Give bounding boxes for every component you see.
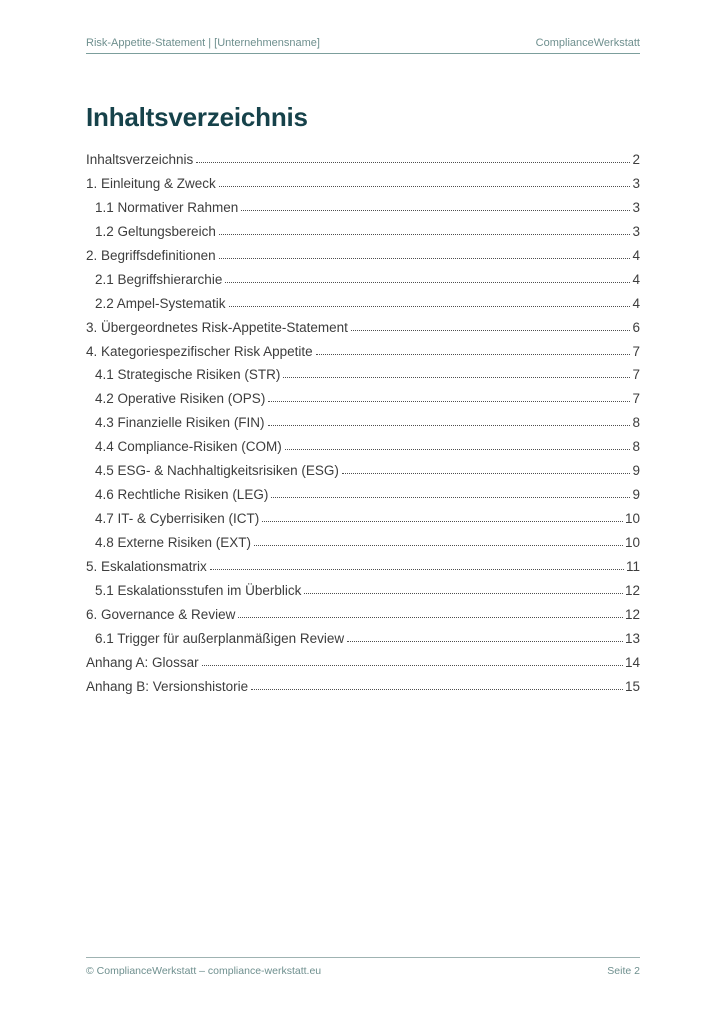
toc-entry-label: 4.1 Strategische Risiken (STR)	[95, 367, 281, 383]
toc-dot-leader	[347, 641, 623, 642]
toc-entry-label: 4.3 Finanzielle Risiken (FIN)	[95, 415, 265, 431]
toc-entry-label: Anhang B: Versionshistorie	[86, 678, 249, 694]
toc-entry-page: 11	[625, 558, 640, 574]
toc-entry-label: 5.1 Eskalationsstufen im Überblick	[95, 582, 302, 598]
toc-dot-leader	[251, 689, 623, 690]
toc-dot-leader	[304, 593, 623, 594]
toc-dot-leader	[268, 425, 631, 426]
toc-entry-label: 4.5 ESG- & Nachhaltigkeitsrisiken (ESG)	[95, 463, 339, 479]
toc-entry-label: 2.2 Ampel-Systematik	[95, 295, 226, 311]
toc-dot-leader	[316, 354, 631, 355]
toc-entry-page: 15	[624, 678, 640, 694]
toc-dot-leader	[271, 497, 630, 498]
toc-entry[interactable]	[86, 607, 640, 631]
toc-dot-leader	[268, 401, 630, 402]
toc-entry-label: 1.1 Normativer Rahmen	[95, 199, 239, 215]
toc-entry-label: 3. Übergeordnetes Risk-Appetite-Statement	[86, 319, 348, 335]
toc-entry-label: 4.2 Operative Risiken (OPS)	[95, 391, 266, 407]
toc-entry-label: Anhang A: Glossar	[86, 654, 199, 670]
toc-entry-label: 2.1 Begriffshierarchie	[95, 271, 223, 287]
toc-entry[interactable]	[86, 439, 640, 463]
toc-entry[interactable]	[86, 583, 640, 607]
toc-entry[interactable]	[86, 320, 640, 344]
toc-entry-page: 4	[632, 247, 640, 263]
toc-entry[interactable]	[86, 559, 640, 583]
toc-entry-label: 1. Einleitung & Zweck	[86, 175, 216, 191]
toc-dot-leader	[241, 210, 630, 211]
toc-dot-leader	[254, 545, 623, 546]
toc-entry-page: 12	[624, 606, 640, 622]
toc-entry[interactable]	[86, 535, 640, 559]
toc-entry-label: 4.8 Externe Risiken (EXT)	[95, 535, 252, 550]
toc-dot-leader	[202, 665, 623, 666]
toc-entry-page: 7	[632, 367, 640, 383]
toc-dot-leader	[210, 569, 624, 570]
page-header	[86, 37, 640, 54]
toc-entry-page: 8	[632, 415, 640, 431]
toc-entry-page: 2	[632, 152, 640, 167]
toc-entry-label: 4.6 Rechtliche Risiken (LEG)	[95, 487, 269, 503]
toc-entry-label: 2. Begriffsdefinitionen	[86, 247, 216, 263]
toc-entry-label: 1.2 Geltungsbereich	[95, 223, 216, 239]
toc-list	[86, 152, 640, 703]
toc-entry[interactable]	[86, 152, 640, 176]
toc-entry-page: 6	[632, 319, 640, 335]
toc-entry[interactable]	[86, 272, 640, 296]
page-title: Inhaltsverzeichnis	[86, 102, 308, 132]
toc-entry[interactable]	[86, 511, 640, 535]
toc-entry[interactable]	[86, 463, 640, 487]
toc-entry[interactable]	[86, 296, 640, 320]
toc-dot-leader	[351, 330, 631, 331]
toc-entry-page: 3	[632, 175, 640, 191]
toc-dot-leader	[225, 282, 630, 283]
toc-entry-page: 9	[632, 463, 640, 479]
toc-entry[interactable]	[86, 655, 640, 679]
toc-entry[interactable]	[86, 224, 640, 248]
toc-entry-page: 7	[632, 343, 640, 359]
toc-entry[interactable]	[86, 391, 640, 415]
footer-copyright: © ComplianceWerkstatt – compliance-werkstatt.eu	[86, 965, 322, 977]
toc-entry[interactable]	[86, 631, 640, 655]
toc-entry-label: 4. Kategoriespezifischer Risk Appetite	[86, 343, 313, 359]
toc-entry-page: 3	[632, 199, 640, 215]
toc-entry-label: 4.7 IT- & Cyberrisiken (ICT)	[95, 511, 260, 527]
toc-entry-page: 7	[632, 391, 640, 407]
toc-entry-page: 14	[624, 654, 640, 670]
toc-entry[interactable]	[86, 367, 640, 391]
toc-entry-page: 4	[632, 295, 640, 311]
toc-entry[interactable]	[86, 176, 640, 200]
toc-entry-page: 13	[624, 630, 640, 646]
toc-entry[interactable]	[86, 679, 640, 703]
toc-dot-leader	[219, 258, 631, 259]
toc-entry[interactable]	[86, 344, 640, 368]
header-document-title: Risk-Appetite-Statement | [Unternehmensname]	[86, 37, 320, 49]
toc-dot-leader	[342, 473, 631, 474]
header-brand: ComplianceWerkstatt	[535, 37, 640, 49]
page-footer	[86, 957, 640, 977]
toc-entry-page: 9	[632, 487, 640, 503]
toc-dot-leader	[238, 617, 623, 618]
toc-entry-label: 4.4 Compliance-Risiken (COM)	[95, 439, 282, 455]
toc-entry[interactable]	[86, 415, 640, 439]
toc-entry-page: 10	[624, 511, 640, 527]
toc-dot-leader	[219, 186, 631, 187]
toc-entry-label: 5. Eskalationsmatrix	[86, 558, 207, 574]
toc-entry-page: 3	[632, 223, 640, 239]
toc-entry-label: 6. Governance & Review	[86, 606, 236, 622]
toc-entry-label: Inhaltsverzeichnis	[86, 152, 194, 167]
toc-dot-leader	[283, 377, 630, 378]
toc-dot-leader	[285, 449, 631, 450]
toc-entry-page: 10	[624, 535, 640, 550]
toc-entry-page: 8	[632, 439, 640, 455]
toc-entry[interactable]	[86, 487, 640, 511]
toc-entry-label: 6.1 Trigger für außerplanmäßigen Review	[95, 630, 345, 646]
toc-dot-leader	[196, 162, 630, 163]
toc-entry[interactable]	[86, 200, 640, 224]
toc-entry[interactable]	[86, 248, 640, 272]
toc-dot-leader	[219, 234, 631, 235]
toc-dot-leader	[229, 306, 631, 307]
footer-page-number: Seite 2	[607, 965, 640, 977]
toc-entry-page: 4	[632, 271, 640, 287]
toc-dot-leader	[262, 521, 623, 522]
toc-entry-page: 12	[624, 582, 640, 598]
